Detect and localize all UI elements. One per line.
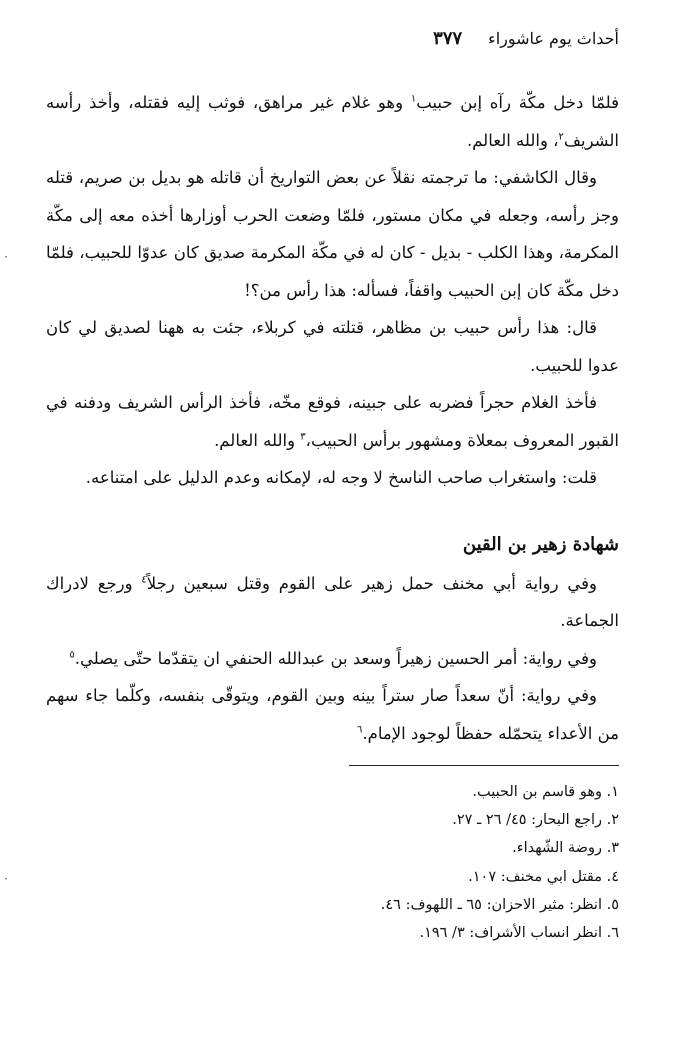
footnote: ٦. انظر انساب الأشراف: ٣/ ١٩٦.	[419, 925, 619, 942]
page-number: ٣٧٧	[433, 28, 463, 49]
footnote: ٣. روضة الشّهداء.	[512, 840, 619, 857]
footnote-ref: ١	[410, 93, 417, 105]
footnote-ref: ٤	[141, 574, 147, 585]
paragraph: فلمّا دخل مكّة رآه إبن حبيب$^١$ وهو غلام غير مراهق، فوثب إليه فقتله، وأخذ رأسه الشريف$^٢$، والله العالم.	[46, 93, 619, 150]
footnote-divider	[349, 765, 619, 766]
footnote-ref: ٣	[300, 431, 306, 442]
paragraph: وفي رواية: أنّ سعداً صار ستراً بينه وبين القوم، ويتوقّى بنفسه، وكلّما جاء سهم من الأعداء يتحمّله حفظاً لوجود الإمام.$^٦$	[46, 686, 619, 743]
paragraph: وفي رواية: أمر الحسين زهيراً وسعد بن عبدالله الحنفي ان يتقدّما حتّى يصلي.$^٥$	[69, 648, 597, 668]
margin-mark: ·	[4, 250, 8, 264]
paragraph: وقال الكاشفي: ما ترجمته نقلاً عن بعض التواريخ أن قاتله هو بديل بن صريم، قتله وجز رأسه، وجعله في مكان مستور، فلمّا وضعت الحرب أوزارها أخذه معه إلى مكّة المكرمة، وهذا الكلب - بديل - كان له في مكّة المكرمة صديق كان عدوّا للحبيب، فلمّا دخل مكّة كان إبن الحبيب واقفاً، فسأله: هذا رأس من؟!	[46, 168, 619, 300]
paragraph: قلت: واستغراب صاحب الناسخ لا وجه له، لإمكانه وعدم الدليل على امتناعه.	[85, 468, 597, 487]
footnote: ١. وهو قاسم بن الحبيب.	[472, 784, 619, 800]
running-head-title: أحداث يوم عاشوراء	[488, 29, 619, 48]
margin-mark: ·	[4, 872, 8, 886]
footnote-ref: ٥	[69, 649, 75, 660]
section-heading: شهادة زهير بن القين	[462, 533, 619, 555]
running-head	[60, 28, 619, 49]
footnote: ٥. انظر: مثير الاحزان: ٦٥ ـ اللهوف: ٤٦.	[380, 896, 619, 913]
paragraph: وفي رواية أبي مخنف حمل زهير على القوم وقتل سبعين رجلاً$^٤$ ورجع لادراك الجماعة.	[46, 573, 619, 630]
paragraph: قال: هذا رأس حبيب بن مظاهر، قتلته في كربلاء، جئت به ههنا لصديق لي كان عدوا للحبيب.	[46, 318, 619, 375]
footnotes-list	[60, 778, 619, 947]
footnote-ref: ٦	[357, 724, 363, 735]
footnote: ٤. مقتل ابي مخنف: ١٠٧.	[468, 868, 619, 885]
paragraph: فأخذ الغلام حجراً فضربه على جبينه، فوقع مخّه، فأخذ الرأس الشريف ودفنه في القبور المعروف بمعلاة ومشهور برأس الحبيب،$^٣$ والله العالم.	[46, 393, 619, 450]
body-text	[46, 84, 619, 752]
footnote: ٢. راجع البحار: ٤٥/ ٢٦ ـ ٢٧.	[452, 812, 619, 829]
footnote-ref: ٢	[558, 131, 564, 142]
